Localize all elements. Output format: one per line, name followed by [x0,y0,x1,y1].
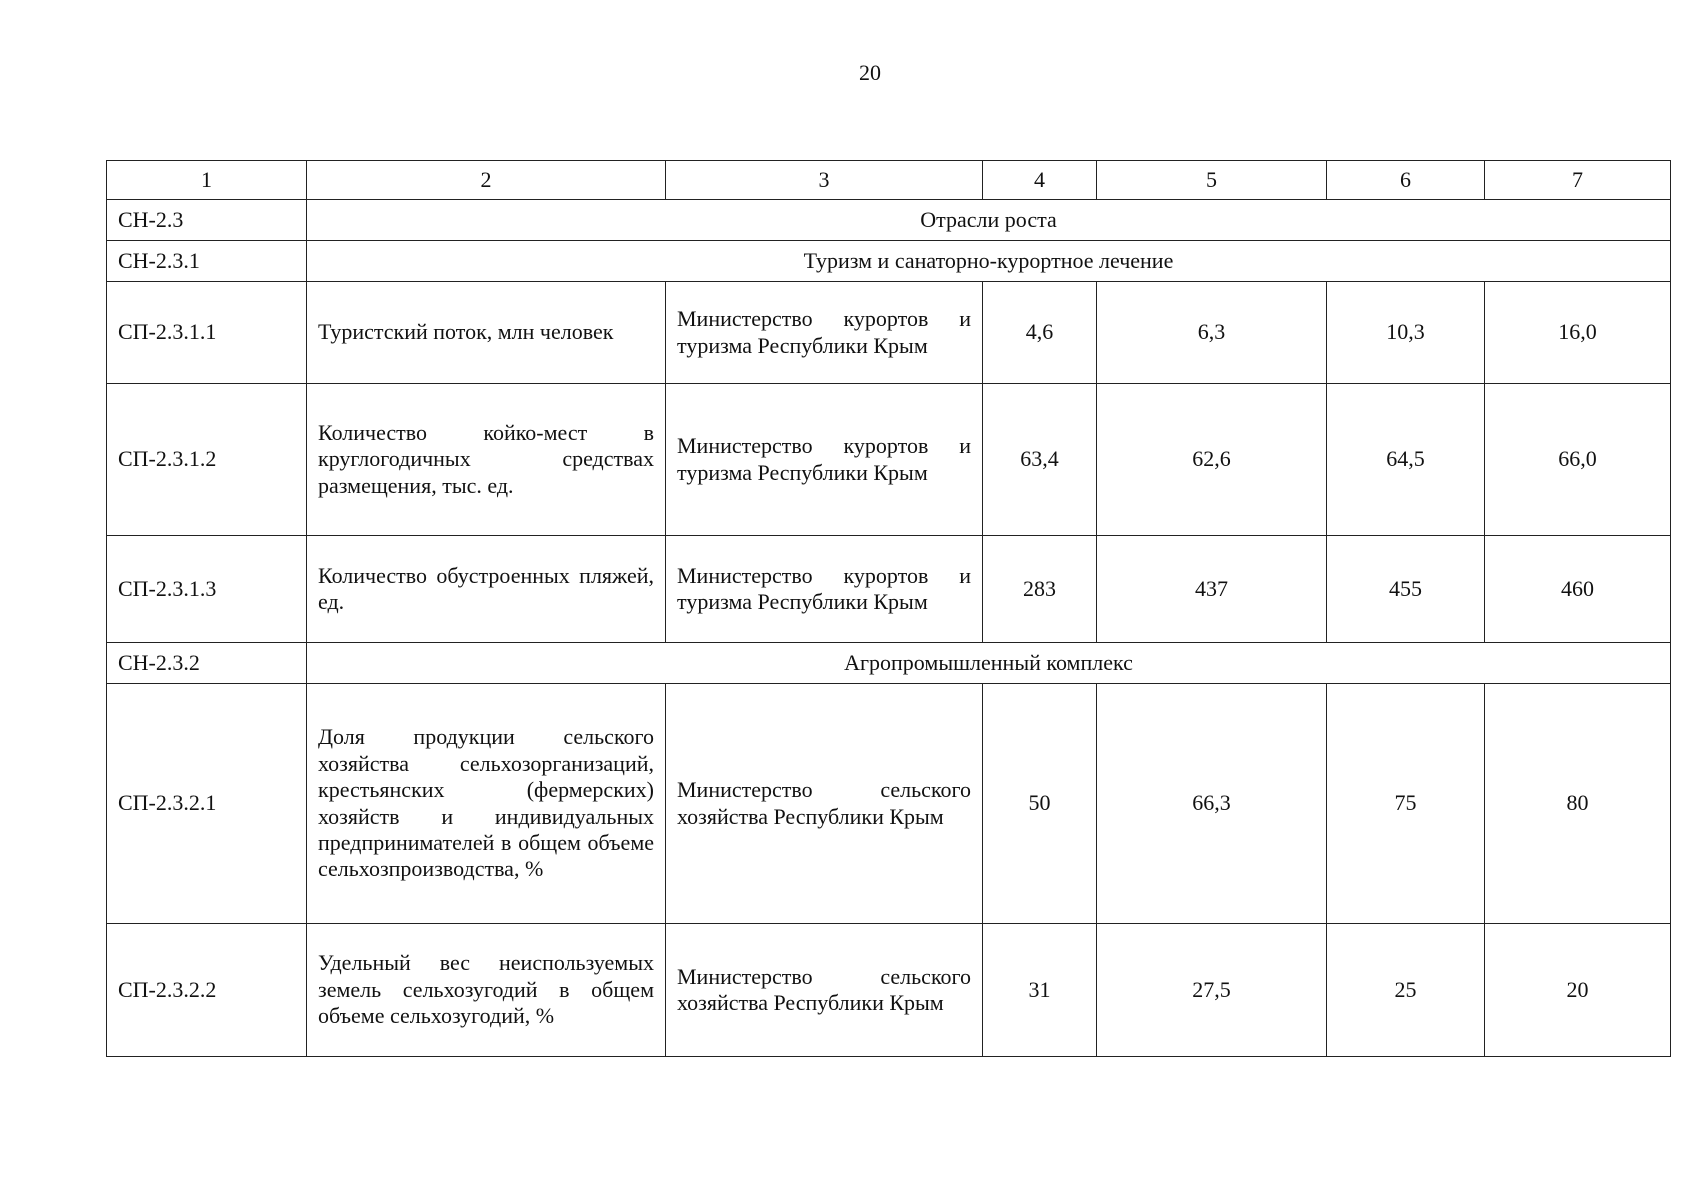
column-header: 2 [307,161,666,200]
indicator-code: СП-2.3.1.2 [107,384,307,536]
indicator-name: Туристский поток, млн человек [307,282,666,384]
column-header: 7 [1485,161,1671,200]
value-cell: 75 [1327,684,1485,924]
column-header: 5 [1097,161,1327,200]
table-row [107,684,1671,924]
responsible-body: Министерство сельского хозяйства Республики Крым [666,684,983,924]
column-header: 4 [983,161,1097,200]
indicator-code: СП-2.3.2.2 [107,924,307,1057]
value-cell: 16,0 [1485,282,1671,384]
value-cell: 63,4 [983,384,1097,536]
responsible-body: Министерство курортов и туризма Республики Крым [666,536,983,643]
section-code: СН-2.3 [107,200,307,241]
indicator-code: СП-2.3.1.3 [107,536,307,643]
indicator-code: СП-2.3.2.1 [107,684,307,924]
value-cell: 283 [983,536,1097,643]
column-number-row [107,161,1671,200]
section-code: СН-2.3.1 [107,241,307,282]
page-number: 20 [859,60,881,85]
value-cell: 62,6 [1097,384,1327,536]
indicator-name: Доля продукции сельского хозяйства сельхозорганизаций, крестьянских (фермерских) хозяйств и индивидуальных предпринимателей в общем объеме сельхозпроизводства, % [307,684,666,924]
column-header: 6 [1327,161,1485,200]
value-cell: 20 [1485,924,1671,1057]
section-title: Отрасли роста [307,200,1671,241]
value-cell: 80 [1485,684,1671,924]
indicator-code: СП-2.3.1.1 [107,282,307,384]
table-row [107,384,1671,536]
section-title: Туризм и санаторно-курортное лечение [307,241,1671,282]
table-row [107,282,1671,384]
column-header: 3 [666,161,983,200]
indicator-name: Удельный вес неиспользуемых земель сельхозугодий в общем объеме сельхозугодий, % [307,924,666,1057]
value-cell: 66,3 [1097,684,1327,924]
section-row [107,200,1671,241]
indicator-name: Количество койко-мест в круглогодичных средствах размещения, тыс. ед. [307,384,666,536]
section-title: Агропромышленный комплекс [307,643,1671,684]
value-cell: 66,0 [1485,384,1671,536]
indicator-name: Количество обустроенных пляжей, ед. [307,536,666,643]
value-cell: 31 [983,924,1097,1057]
value-cell: 64,5 [1327,384,1485,536]
value-cell: 460 [1485,536,1671,643]
responsible-body: Министерство сельского хозяйства Республики Крым [666,924,983,1057]
value-cell: 455 [1327,536,1485,643]
value-cell: 437 [1097,536,1327,643]
value-cell: 10,3 [1327,282,1485,384]
value-cell: 4,6 [983,282,1097,384]
section-row [107,643,1671,684]
responsible-body: Министерство курортов и туризма Республики Крым [666,384,983,536]
responsible-body: Министерство курортов и туризма Республики Крым [666,282,983,384]
column-header: 1 [107,161,307,200]
value-cell: 6,3 [1097,282,1327,384]
table-row [107,924,1671,1057]
value-cell: 27,5 [1097,924,1327,1057]
value-cell: 25 [1327,924,1485,1057]
value-cell: 50 [983,684,1097,924]
indicators-table [106,160,1671,1057]
table-row [107,536,1671,643]
section-code: СН-2.3.2 [107,643,307,684]
section-row [107,241,1671,282]
